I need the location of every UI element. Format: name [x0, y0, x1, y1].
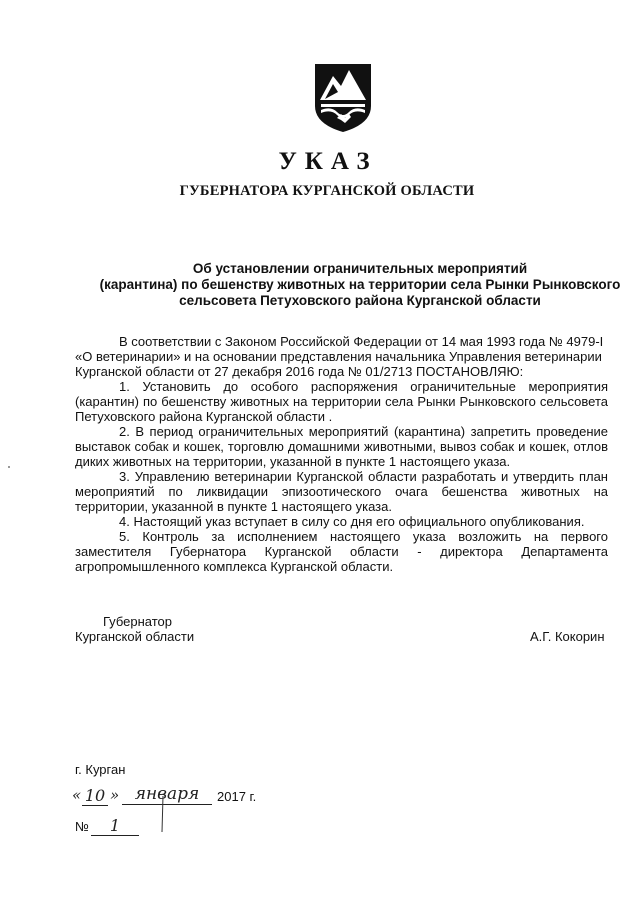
body-line-2: «О ветеринарии» и на основании представления начальника Управления ветеринарии: [75, 349, 602, 364]
signatory-name: А.Г. Кокорин: [530, 629, 605, 644]
issuer-heading: ГУБЕРНАТОРА КУРГАНСКОЙ ОБЛАСТИ: [179, 183, 475, 199]
body-line-16: агропромышленного комплекса Курганской области.: [75, 559, 394, 574]
city-label: г. Курган: [75, 762, 126, 777]
number-value-handwritten: 1: [91, 816, 139, 836]
date-year: 2017 г.: [217, 789, 257, 804]
body-line-4: 1. Установить до особого распоряжения ограничительные мероприятия: [119, 379, 608, 394]
pen-stroke-mark: [160, 796, 166, 832]
coat-of-arms-icon: [311, 62, 375, 134]
document-title-line-2: (карантина) по бешенству животных на территории села Рынки Рынковского: [99, 277, 621, 292]
signatory-position-line-2: Курганской области: [75, 629, 195, 644]
number-label: №: [75, 819, 89, 834]
body-line-3: Курганской области от 27 декабря 2016 года № 01/2713 ПОСТАНОВЛЯЮ:: [75, 364, 524, 379]
body-line-1: В соответствии с Законом Российской Федерации от 14 мая 1993 года № 4979-I: [119, 334, 604, 349]
body-line-7: 2. В период ограничительных мероприятий (карантина) запретить проведение: [119, 424, 608, 439]
body-line-8: выставок собак и кошек, торговлю домашними животными, вывоз собак и кошек, отлов: [75, 439, 608, 454]
body-line-9: диких животных на территории, указанной в пункте 1 настоящего указа.: [75, 454, 511, 469]
date-month-handwritten: января: [122, 784, 212, 805]
body-line-5: (карантин) по бешенству животных на территории села Рынки Рынковского сельсовета: [75, 394, 608, 409]
date-close-quote: »: [110, 786, 120, 804]
body-line-14: 5. Контроль за исполнением настоящего указа возложить на первого: [119, 529, 608, 544]
signatory-position-line-1: Губернатор: [103, 614, 172, 629]
body-line-15: заместителя Губернатора Курганской области - директора Департамента: [75, 544, 608, 559]
document-title-line-3: сельсовета Петуховского района Курганской области: [179, 293, 541, 308]
body-line-10: 3. Управлению ветеринарии Курганской области разработать и утвердить план: [119, 469, 608, 484]
body-line-11: мероприятий по ликвидации эпизоотического очага бешенства животных на: [75, 484, 608, 499]
body-line-6: Петуховского района Курганской области .: [75, 409, 333, 424]
date-open-quote: «: [72, 786, 82, 804]
date-day-handwritten: 10: [82, 786, 108, 806]
document-title-line-1: Об установлении ограничительных мероприятий: [192, 261, 528, 276]
scan-speck: [8, 466, 10, 468]
body-line-12: территории, указанной в пункте 1 настоящего указа.: [75, 499, 392, 514]
document-type-heading: УКАЗ: [278, 148, 378, 175]
body-line-13: 4. Настоящий указ вступает в силу со дня его официального опубликования.: [119, 514, 585, 529]
